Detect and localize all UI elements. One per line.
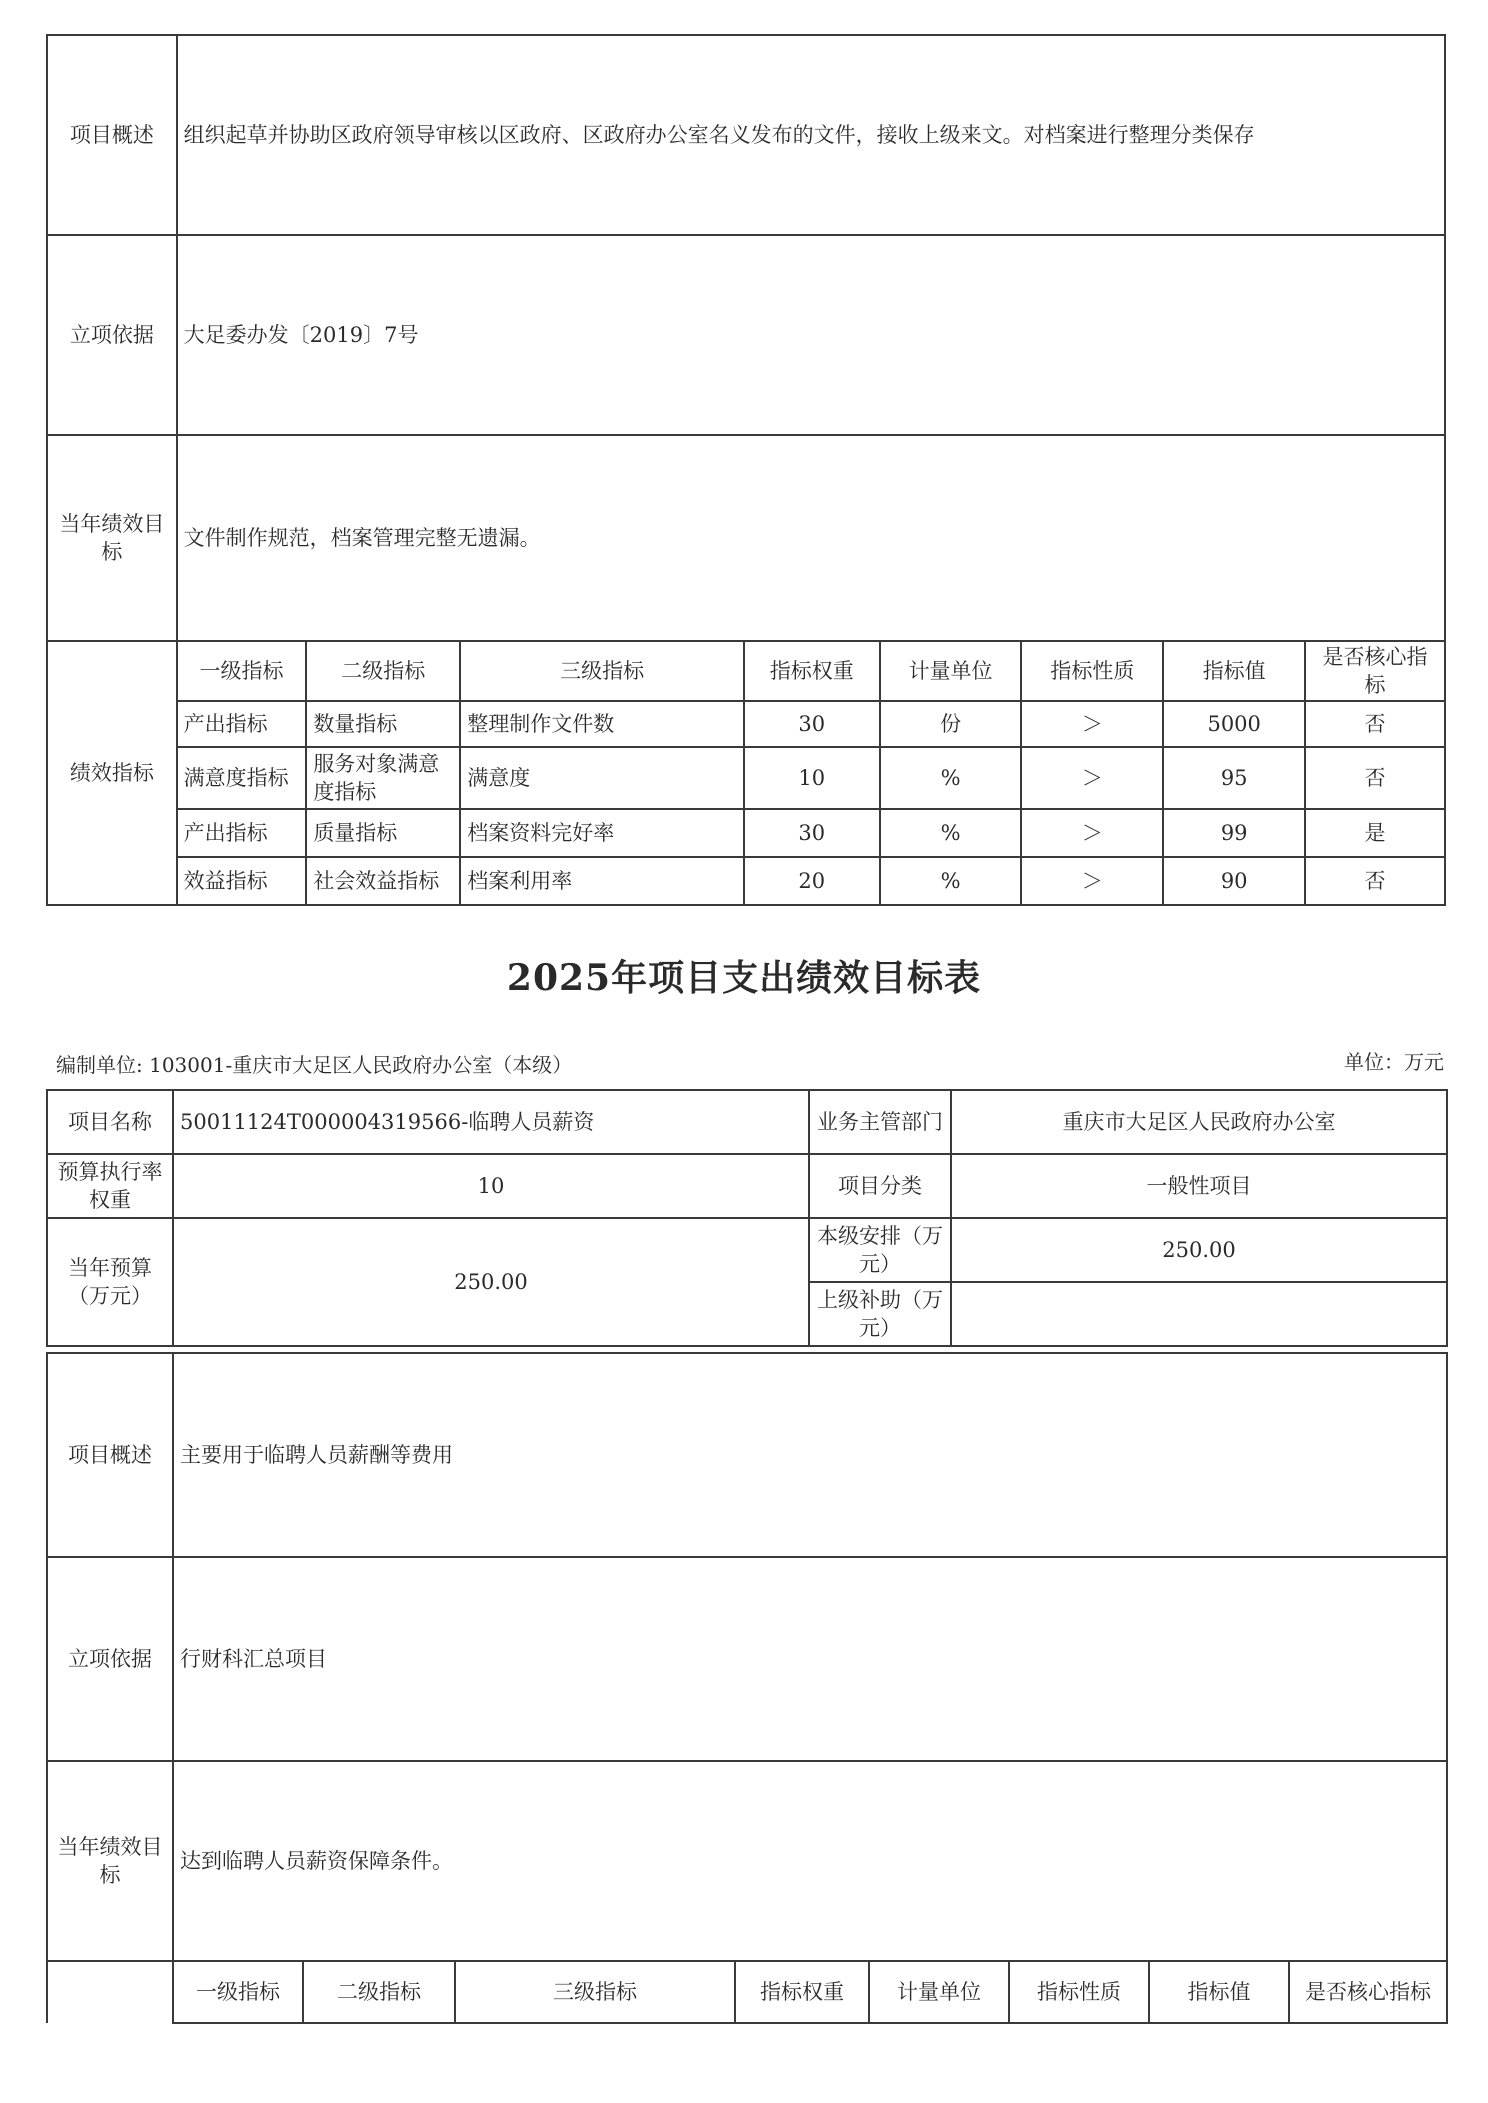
header-core: 是否核心指标 — [1305, 641, 1445, 701]
cell: ＞ — [1021, 747, 1163, 809]
rate-value: 10 — [173, 1154, 809, 1218]
cell: 产出指标 — [177, 701, 307, 747]
goal-label: 当年绩效目标 — [47, 435, 177, 641]
project-name-label: 项目名称 — [47, 1090, 173, 1154]
compiling-unit: 编制单位: 103001-重庆市大足区人民政府办公室（本级） — [56, 1053, 573, 1077]
cell: ＞ — [1021, 809, 1163, 857]
local-label: 本级安排（万元） — [809, 1218, 951, 1282]
header-level2: 二级指标 — [303, 1961, 455, 2023]
cell: 否 — [1305, 701, 1445, 747]
indicator-label: 绩效指标 — [47, 641, 177, 905]
page-title: 2025年项目支出绩效目标表 — [506, 957, 982, 999]
basis-text-2: 行财科汇总项目 — [173, 1557, 1447, 1761]
project-description-table — [46, 1352, 1448, 1962]
cell: 档案利用率 — [460, 857, 744, 905]
header-value: 指标值 — [1163, 641, 1305, 701]
table-row — [47, 747, 1445, 809]
rate-label: 预算执行率权重 — [47, 1154, 173, 1218]
overview-label: 项目概述 — [47, 35, 177, 235]
cell: 30 — [744, 701, 880, 747]
goal-text-2: 达到临聘人员薪资保障条件。 — [173, 1761, 1447, 1961]
goal-text: 文件制作规范，档案管理完整无遗漏。 — [177, 435, 1445, 641]
budget-label: 当年预算（万元） — [47, 1218, 173, 1346]
basis-label: 立项依据 — [47, 235, 177, 435]
cell: 服务对象满意度指标 — [306, 747, 460, 809]
subsidy-label: 上级补助（万元） — [809, 1282, 951, 1346]
cell: 5000 — [1163, 701, 1305, 747]
cell: 产出指标 — [177, 809, 307, 857]
dept-value: 重庆市大足区人民政府办公室 — [951, 1090, 1447, 1154]
cell: 20 — [744, 857, 880, 905]
header-unit: 计量单位 — [880, 641, 1022, 701]
cell: 否 — [1305, 857, 1445, 905]
header-weight: 指标权重 — [735, 1961, 869, 2023]
overview-label-2: 项目概述 — [47, 1353, 173, 1557]
header-nature: 指标性质 — [1009, 1961, 1149, 2023]
goal-label-2: 当年绩效目标 — [47, 1761, 173, 1961]
indicator-label-2 — [47, 1961, 173, 2023]
header-weight: 指标权重 — [744, 641, 880, 701]
header-core: 是否核心指标 — [1289, 1961, 1447, 2023]
dept-label: 业务主管部门 — [809, 1090, 951, 1154]
header-level3: 三级指标 — [460, 641, 744, 701]
category-value: 一般性项目 — [951, 1154, 1447, 1218]
basis-text: 大足委办发〔2019〕7号 — [177, 235, 1445, 435]
cell: 档案资料完好率 — [460, 809, 744, 857]
basis-label-2: 立项依据 — [47, 1557, 173, 1761]
cell: % — [880, 809, 1022, 857]
header-level3: 三级指标 — [455, 1961, 735, 2023]
header-level1: 一级指标 — [173, 1961, 303, 2023]
header-value: 指标值 — [1149, 1961, 1289, 2023]
performance-table-1 — [46, 34, 1446, 906]
cell: 满意度指标 — [177, 747, 307, 809]
overview-text-2: 主要用于临聘人员薪酬等费用 — [173, 1353, 1447, 1557]
header-level1: 一级指标 — [177, 641, 307, 701]
local-value: 250.00 — [951, 1218, 1447, 1282]
header-level2: 二级指标 — [306, 641, 460, 701]
cell: 30 — [744, 809, 880, 857]
project-info-table — [46, 1089, 1448, 1347]
cell: 整理制作文件数 — [460, 701, 744, 747]
overview-text: 组织起草并协助区政府领导审核以区政府、区政府办公室名义发布的文件，接收上级来文。对档案进行整理分类保存 — [177, 35, 1445, 235]
project-name-value: 50011124T000004319566-临聘人员薪资 — [173, 1090, 809, 1154]
cell: 99 — [1163, 809, 1305, 857]
cell: 社会效益指标 — [306, 857, 460, 905]
cell: % — [880, 857, 1022, 905]
category-label: 项目分类 — [809, 1154, 951, 1218]
cell: 份 — [880, 701, 1022, 747]
cell: 质量指标 — [306, 809, 460, 857]
table-row — [47, 809, 1445, 857]
cell: 是 — [1305, 809, 1445, 857]
indicator-header-table-2 — [46, 1960, 1448, 2024]
table-row — [47, 857, 1445, 905]
table-row — [47, 701, 1445, 747]
budget-value: 250.00 — [173, 1218, 809, 1346]
cell: 95 — [1163, 747, 1305, 809]
cell: ＞ — [1021, 857, 1163, 905]
cell: 效益指标 — [177, 857, 307, 905]
cell: 满意度 — [460, 747, 744, 809]
cell: 数量指标 — [306, 701, 460, 747]
cell: ＞ — [1021, 701, 1163, 747]
subsidy-value — [951, 1282, 1447, 1346]
currency-unit: 单位：万元 — [1344, 1050, 1444, 1074]
cell: 否 — [1305, 747, 1445, 809]
header-unit: 计量单位 — [869, 1961, 1009, 2023]
header-nature: 指标性质 — [1021, 641, 1163, 701]
cell: % — [880, 747, 1022, 809]
cell: 10 — [744, 747, 880, 809]
cell: 90 — [1163, 857, 1305, 905]
